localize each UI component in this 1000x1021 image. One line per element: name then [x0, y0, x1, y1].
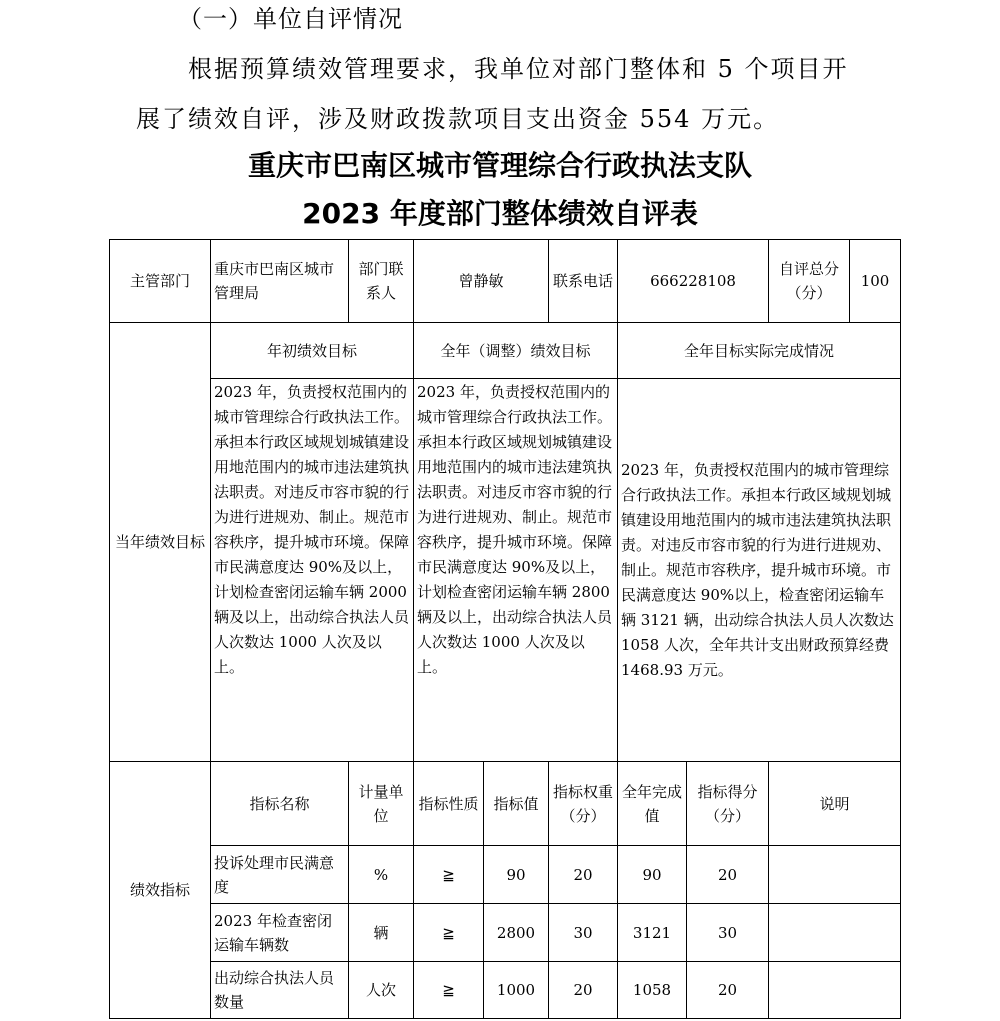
col-actual-completion: 全年目标实际完成情况 — [618, 323, 901, 379]
indicator-unit: 人次 — [349, 962, 414, 1019]
contact-value: 曾静敏 — [414, 240, 549, 323]
indicator-name: 2023 年检查密闭运输车辆数 — [211, 904, 349, 962]
initial-goal-text: 2023 年，负责授权范围内的城市管理综合行政执法工作。承担本行政区域规划城镇建设用地范围内的城市违法建筑执法职责。对违反市容市貌的行为进行进规劝、制止。规范市容秩序，提升城市环境。保障市民满意度达 90%及以上，计划检查密闭运输车辆 2000 辆及以上，出动综合执法人员人次数达 1000 人次及以上。 — [211, 379, 414, 762]
indicator-nature: ≧ — [414, 846, 484, 904]
col-actual: 全年完成值 — [618, 762, 687, 846]
score-cell-group — [769, 240, 901, 323]
indicator-note — [769, 904, 901, 962]
indicator-actual: 1058 — [618, 962, 687, 1019]
col-target: 指标值 — [484, 762, 549, 846]
col-adjusted-goal: 全年（调整）绩效目标 — [414, 323, 618, 379]
goals-header-row — [110, 323, 901, 379]
score-value: 100 — [860, 272, 890, 290]
dept-info-row — [110, 240, 901, 323]
indicator-note — [769, 962, 901, 1019]
indicator-unit: % — [349, 846, 414, 904]
col-weight: 指标权重（分） — [549, 762, 618, 846]
adjusted-goal-text: 2023 年，负责授权范围内的城市管理综合行政执法工作。承担本行政区域规划城镇建设用地范围内的城市违法建筑执法职责。对违反市容市貌的行为进行进规劝、制止。规范市容秩序，提升城市环境。保障市民满意度达 90%及以上，计划检查密闭运输车辆 2800 辆及以上，出动综合执法人员人次数达 1000 人次及以上。 — [414, 379, 618, 762]
indicators-row-label: 绩效指标 — [110, 762, 211, 1019]
intro-line-1: 根据预算绩效管理要求，我单位对部门整体和 5 个项目开 — [188, 55, 849, 83]
indicator-target: 1000 — [484, 962, 549, 1019]
dept-value: 重庆市巴南区城市管理局 — [211, 240, 349, 323]
indicator-note — [769, 846, 901, 904]
indicator-weight: 30 — [549, 904, 618, 962]
table-row — [110, 846, 901, 904]
actual-completion-text: 2023 年，负责授权范围内的城市管理综合行政执法工作。承担本行政区域规划城镇建设用地范围内的城市违法建筑执法职责。对违反市容市貌的行为进行进规劝、制止。规范市容秩序，提升城市环境。市民满意度达 90%以上，检查密闭运输车辆 3121 辆，出动综合执法人员人次数达 1058 人次，全年共计支出财政预算经费 1468.93 万元。 — [618, 379, 901, 762]
col-note: 说明 — [769, 762, 901, 846]
col-indicator-name: 指标名称 — [211, 762, 349, 846]
col-score: 指标得分（分） — [687, 762, 769, 846]
indicator-target: 2800 — [484, 904, 549, 962]
indicator-nature: ≧ — [414, 904, 484, 962]
indicator-name: 投诉处理市民满意度 — [211, 846, 349, 904]
indicator-score: 20 — [687, 846, 769, 904]
indicator-nature: ≧ — [414, 962, 484, 1019]
goals-row-label: 当年绩效目标 — [110, 323, 211, 762]
table-row — [110, 962, 901, 1019]
evaluation-table — [109, 239, 901, 1019]
indicator-score: 20 — [687, 962, 769, 1019]
table-row — [110, 904, 901, 962]
contact-label: 部门联系人 — [349, 240, 414, 323]
section-heading: （一）单位自评情况 — [178, 5, 403, 33]
phone-label: 联系电话 — [549, 240, 618, 323]
indicator-actual: 90 — [618, 846, 687, 904]
dept-label: 主管部门 — [110, 240, 211, 323]
indicator-weight: 20 — [549, 846, 618, 904]
col-initial-goal: 年初绩效目标 — [211, 323, 414, 379]
col-nature: 指标性质 — [414, 762, 484, 846]
score-label: 自评总分（分） — [769, 240, 850, 322]
indicator-unit: 辆 — [349, 904, 414, 962]
indicator-score: 30 — [687, 904, 769, 962]
indicator-actual: 3121 — [618, 904, 687, 962]
indicator-name: 出动综合执法人员数量 — [211, 962, 349, 1019]
goals-content-row — [110, 379, 901, 762]
intro-paragraph — [136, 44, 886, 144]
table-title-line-1: 重庆市巴南区城市管理综合行政执法支队 — [247, 149, 752, 182]
col-unit: 计量单位 — [349, 762, 414, 846]
table-title-line-2: 2023 年度部门整体绩效自评表 — [302, 197, 698, 230]
intro-line-2: 展了绩效自评，涉及财政拨款项目支出资金 554 万元。 — [136, 105, 780, 133]
indicator-weight: 20 — [549, 962, 618, 1019]
indicator-target: 90 — [484, 846, 549, 904]
indicator-header-row — [110, 762, 901, 846]
phone-value: 666228108 — [618, 240, 769, 323]
